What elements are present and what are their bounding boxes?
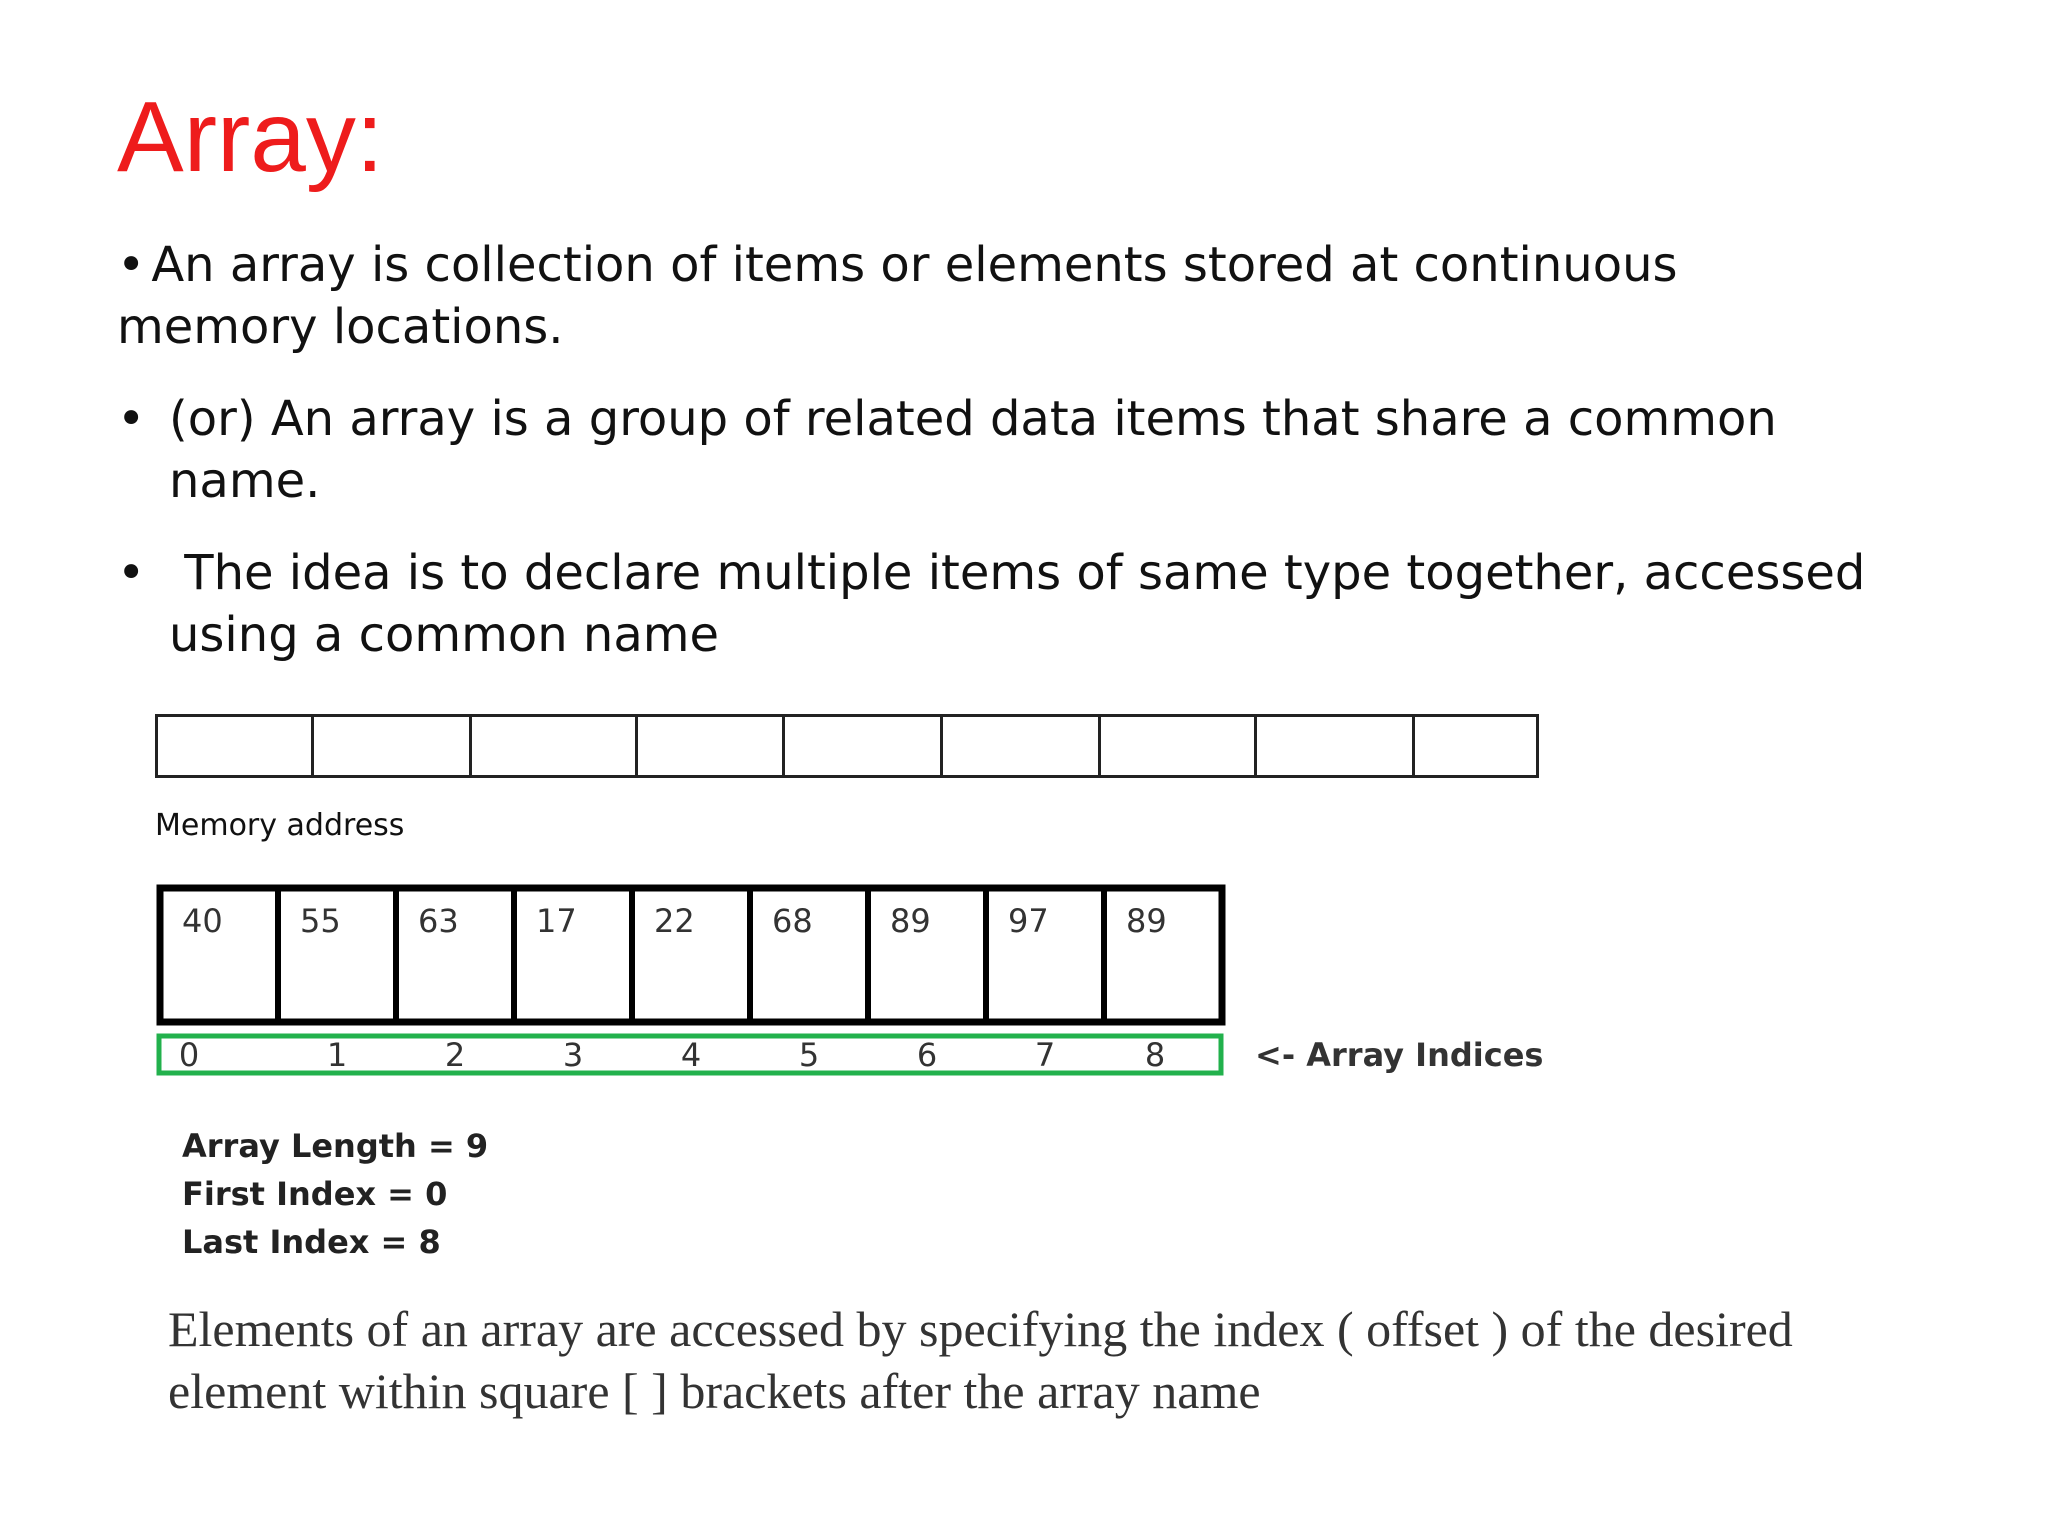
array-index: 5 <box>798 1036 820 1074</box>
array-index: 6 <box>916 1036 938 1074</box>
array-index: 2 <box>444 1036 466 1074</box>
array-value: 63 <box>418 902 459 940</box>
memory-cell <box>1100 716 1256 777</box>
array-index: 7 <box>1034 1036 1056 1074</box>
array-value: 55 <box>300 902 341 940</box>
index-row-border <box>159 1036 1221 1073</box>
bullet-marker: • <box>117 391 146 447</box>
array-value: 22 <box>654 902 695 940</box>
access-note: Elements of an array are accessed by specifying the index ( offset ) of the desired element within square [ ] brackets after the array name <box>168 1301 1793 1419</box>
array-index: 0 <box>178 1036 200 1074</box>
bullet-text: The idea is to declare multiple items of same type together, accessed using a common name <box>169 545 1881 663</box>
array-value: 89 <box>890 902 931 940</box>
memory-cell <box>784 716 942 777</box>
memory-cell <box>313 716 471 777</box>
memory-cell <box>157 716 313 777</box>
memory-cell <box>637 716 784 777</box>
bullet-text: (or) An array is a group of related data items that share a common name. <box>169 391 1777 509</box>
array-index-labels <box>179 1036 1165 1074</box>
array-value: 40 <box>182 902 223 940</box>
array-stats <box>182 1122 488 1266</box>
array-indices-caption: <- Array Indices <box>1255 1036 1544 1074</box>
bullet-definition <box>117 234 1877 358</box>
array-value: 17 <box>536 902 577 940</box>
memory-cell <box>942 716 1100 777</box>
array-index: 4 <box>680 1036 702 1074</box>
bullet-text: An array is collection of items or elements stored at continuous memory locations. <box>117 237 1678 355</box>
memory-cell <box>471 716 637 777</box>
memory-cell <box>1414 716 1538 777</box>
bullet-marker: • <box>117 237 146 293</box>
first-index-text: First Index = 0 <box>182 1175 448 1213</box>
bullet-marker: • <box>117 545 146 601</box>
bullet-idea <box>117 542 1929 666</box>
memory-cell <box>1256 716 1414 777</box>
array-index: 3 <box>562 1036 584 1074</box>
array-value: 68 <box>772 902 813 940</box>
array-index: 8 <box>1144 1036 1166 1074</box>
last-index-text: Last Index = 8 <box>182 1223 441 1261</box>
slide-title: Array: <box>117 81 384 193</box>
array-value: 97 <box>1008 902 1049 940</box>
array-index: 1 <box>326 1036 348 1074</box>
memory-address-label: Memory address <box>155 808 405 843</box>
bullet-alternate-definition <box>117 388 1929 512</box>
array-value: 89 <box>1126 902 1167 940</box>
array-outer-border <box>160 888 1222 1022</box>
array-value-cells <box>182 888 1167 1022</box>
array-length-text: Array Length = 9 <box>182 1127 489 1165</box>
memory-address-row <box>155 714 1539 778</box>
